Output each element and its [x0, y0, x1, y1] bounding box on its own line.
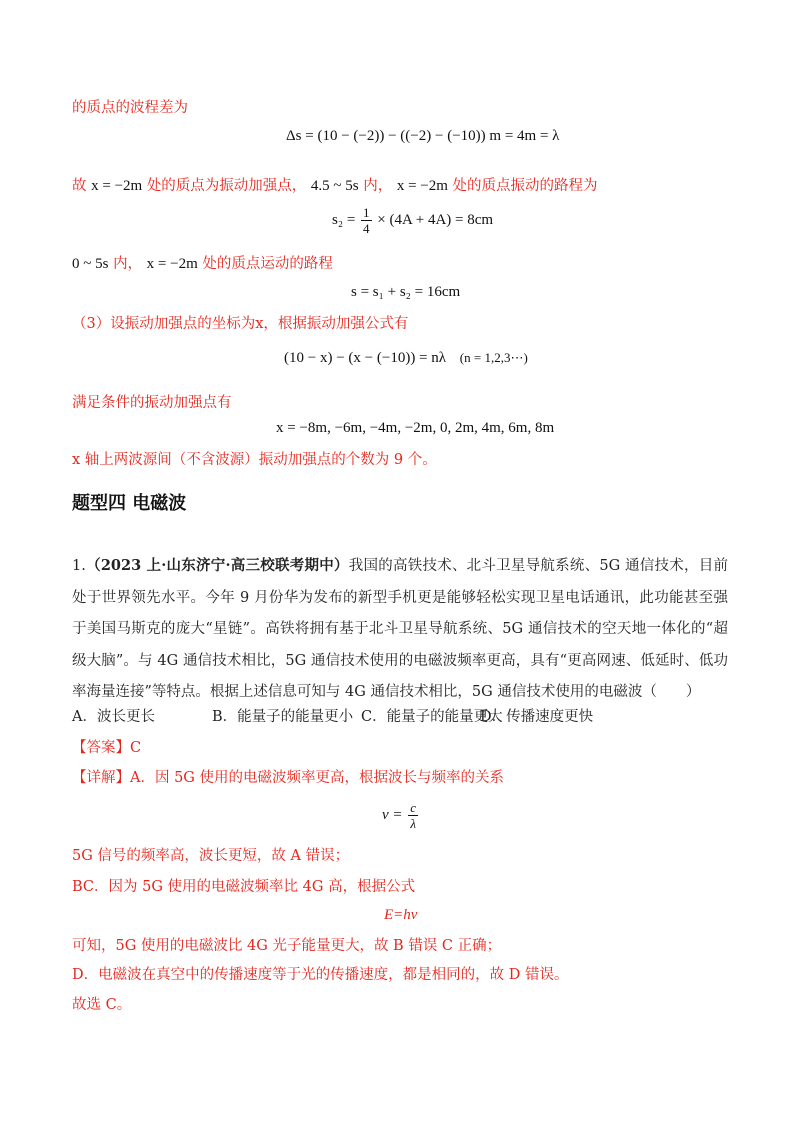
- fraction: [408, 800, 418, 831]
- solution-text-line: [72, 254, 333, 274]
- eq-main: (10 − x) − (x − (−10)) = nλ: [284, 350, 447, 366]
- inline-math: x = −2m: [146, 256, 198, 272]
- question-number: 1.: [72, 558, 86, 574]
- eq-lhs: s₂ =: [332, 211, 356, 228]
- solution-conclusion: x 轴上两波源间（不含波源）振动加强点的个数为 9 个。: [72, 452, 437, 468]
- inline-math: 0 ~ 5s: [72, 256, 109, 272]
- inline-math: x = −2m: [396, 178, 448, 194]
- solution-text-line: 满足条件的振动加强点有: [72, 395, 232, 411]
- option-d: D．传播速度更快: [480, 709, 594, 725]
- equation-constructive-condition: [284, 350, 528, 367]
- question-source: （2023 上·山东济宁·高三校联考期中）: [85, 557, 349, 574]
- equation-points-list: x = −8m, −6m, −4m, −2m, 0, 2m, 4m, 6m, 8m: [276, 420, 555, 436]
- detail-line: D．电磁波在真空中的传播速度等于光的传播速度，都是相同的，故 D 错误。: [72, 967, 569, 983]
- detail-conclusion: 故选 C。: [72, 997, 132, 1013]
- equation-total-path: s = s₁ + s₂ = 16cm: [351, 284, 461, 300]
- text-fragment: 内，: [113, 256, 143, 272]
- solution-text-line: [72, 176, 598, 196]
- detail-line: 可知，5G 使用的电磁波比 4G 光子能量更大，故 B 错误 C 正确；: [72, 938, 502, 954]
- fraction-numerator: c: [410, 800, 417, 815]
- equation-path-difference: Δs = (10 − (−2)) − ((−2) − (−10)) m = 4m = λ: [286, 128, 560, 144]
- inline-math: 4.5 ~ 5s: [310, 178, 359, 194]
- question-paragraph: [72, 550, 728, 709]
- solution-text-line: （3）设振动加强点的坐标为x，根据振动加强公式有: [72, 316, 409, 332]
- text-fragment: 处的质点为振动加强点，: [146, 178, 307, 194]
- inline-math: x = −2m: [91, 178, 143, 194]
- solution-text-line: 的质点的波程差为: [72, 100, 188, 116]
- fraction-denominator: λ: [410, 816, 416, 831]
- option-b: B．能量子的能量更小: [212, 709, 354, 725]
- option-a: A．波长更长: [72, 709, 155, 725]
- text-fragment: 内，: [363, 178, 393, 194]
- equation-photon-energy: E=hν: [384, 907, 418, 923]
- detail-intro: 【详解】A．因 5G 使用的电磁波频率更高，根据波长与频率的关系: [72, 770, 504, 786]
- equation-frequency: [382, 800, 420, 831]
- option-c: C．能量子的能量更大: [361, 709, 503, 725]
- eq-condition: (n = 1,2,3⋯): [459, 350, 528, 365]
- eq-lhs: ν =: [382, 806, 403, 823]
- text-fragment: 故: [72, 178, 87, 194]
- fraction-numerator: 1: [363, 205, 370, 220]
- equation-s2: [332, 205, 493, 236]
- detail-line: 5G 信号的频率高，波长更短，故 A 错误；: [72, 848, 350, 864]
- fraction: [361, 205, 372, 236]
- eq-rhs: × (4A + 4A) = 8cm: [377, 211, 494, 228]
- text-fragment: 处的质点运动的路程: [202, 256, 333, 272]
- answer-line: 【答案】C: [72, 740, 142, 756]
- fraction-denominator: 4: [363, 221, 370, 236]
- section-title: 题型四 电磁波: [72, 493, 187, 514]
- question-body: 我国的高铁技术、北斗卫星导航系统、5G 通信技术，目前处于世界领先水平。今年 9 月份华为发布的新型手机更是能够轻松实现卫星电话通讯，此功能甚至强于美国马斯克的庞大“星链”。高铁将拥有基于北斗卫星导航系统、5G 通信技术的空天地一体化的“超级大脑”。与 4G 通信技术相比，5G 通信技术使用的电磁波频率更高，具有“更高网速、低延时、低功率海量连接”等特点。根据上述信息可知与 4G 通信技术相比，5G 通信技术使用的电磁波（ ）: [72, 558, 728, 700]
- text-fragment: 处的质点振动的路程为: [452, 178, 598, 194]
- detail-line: BC．因为 5G 使用的电磁波频率比 4G 高，根据公式: [72, 879, 416, 895]
